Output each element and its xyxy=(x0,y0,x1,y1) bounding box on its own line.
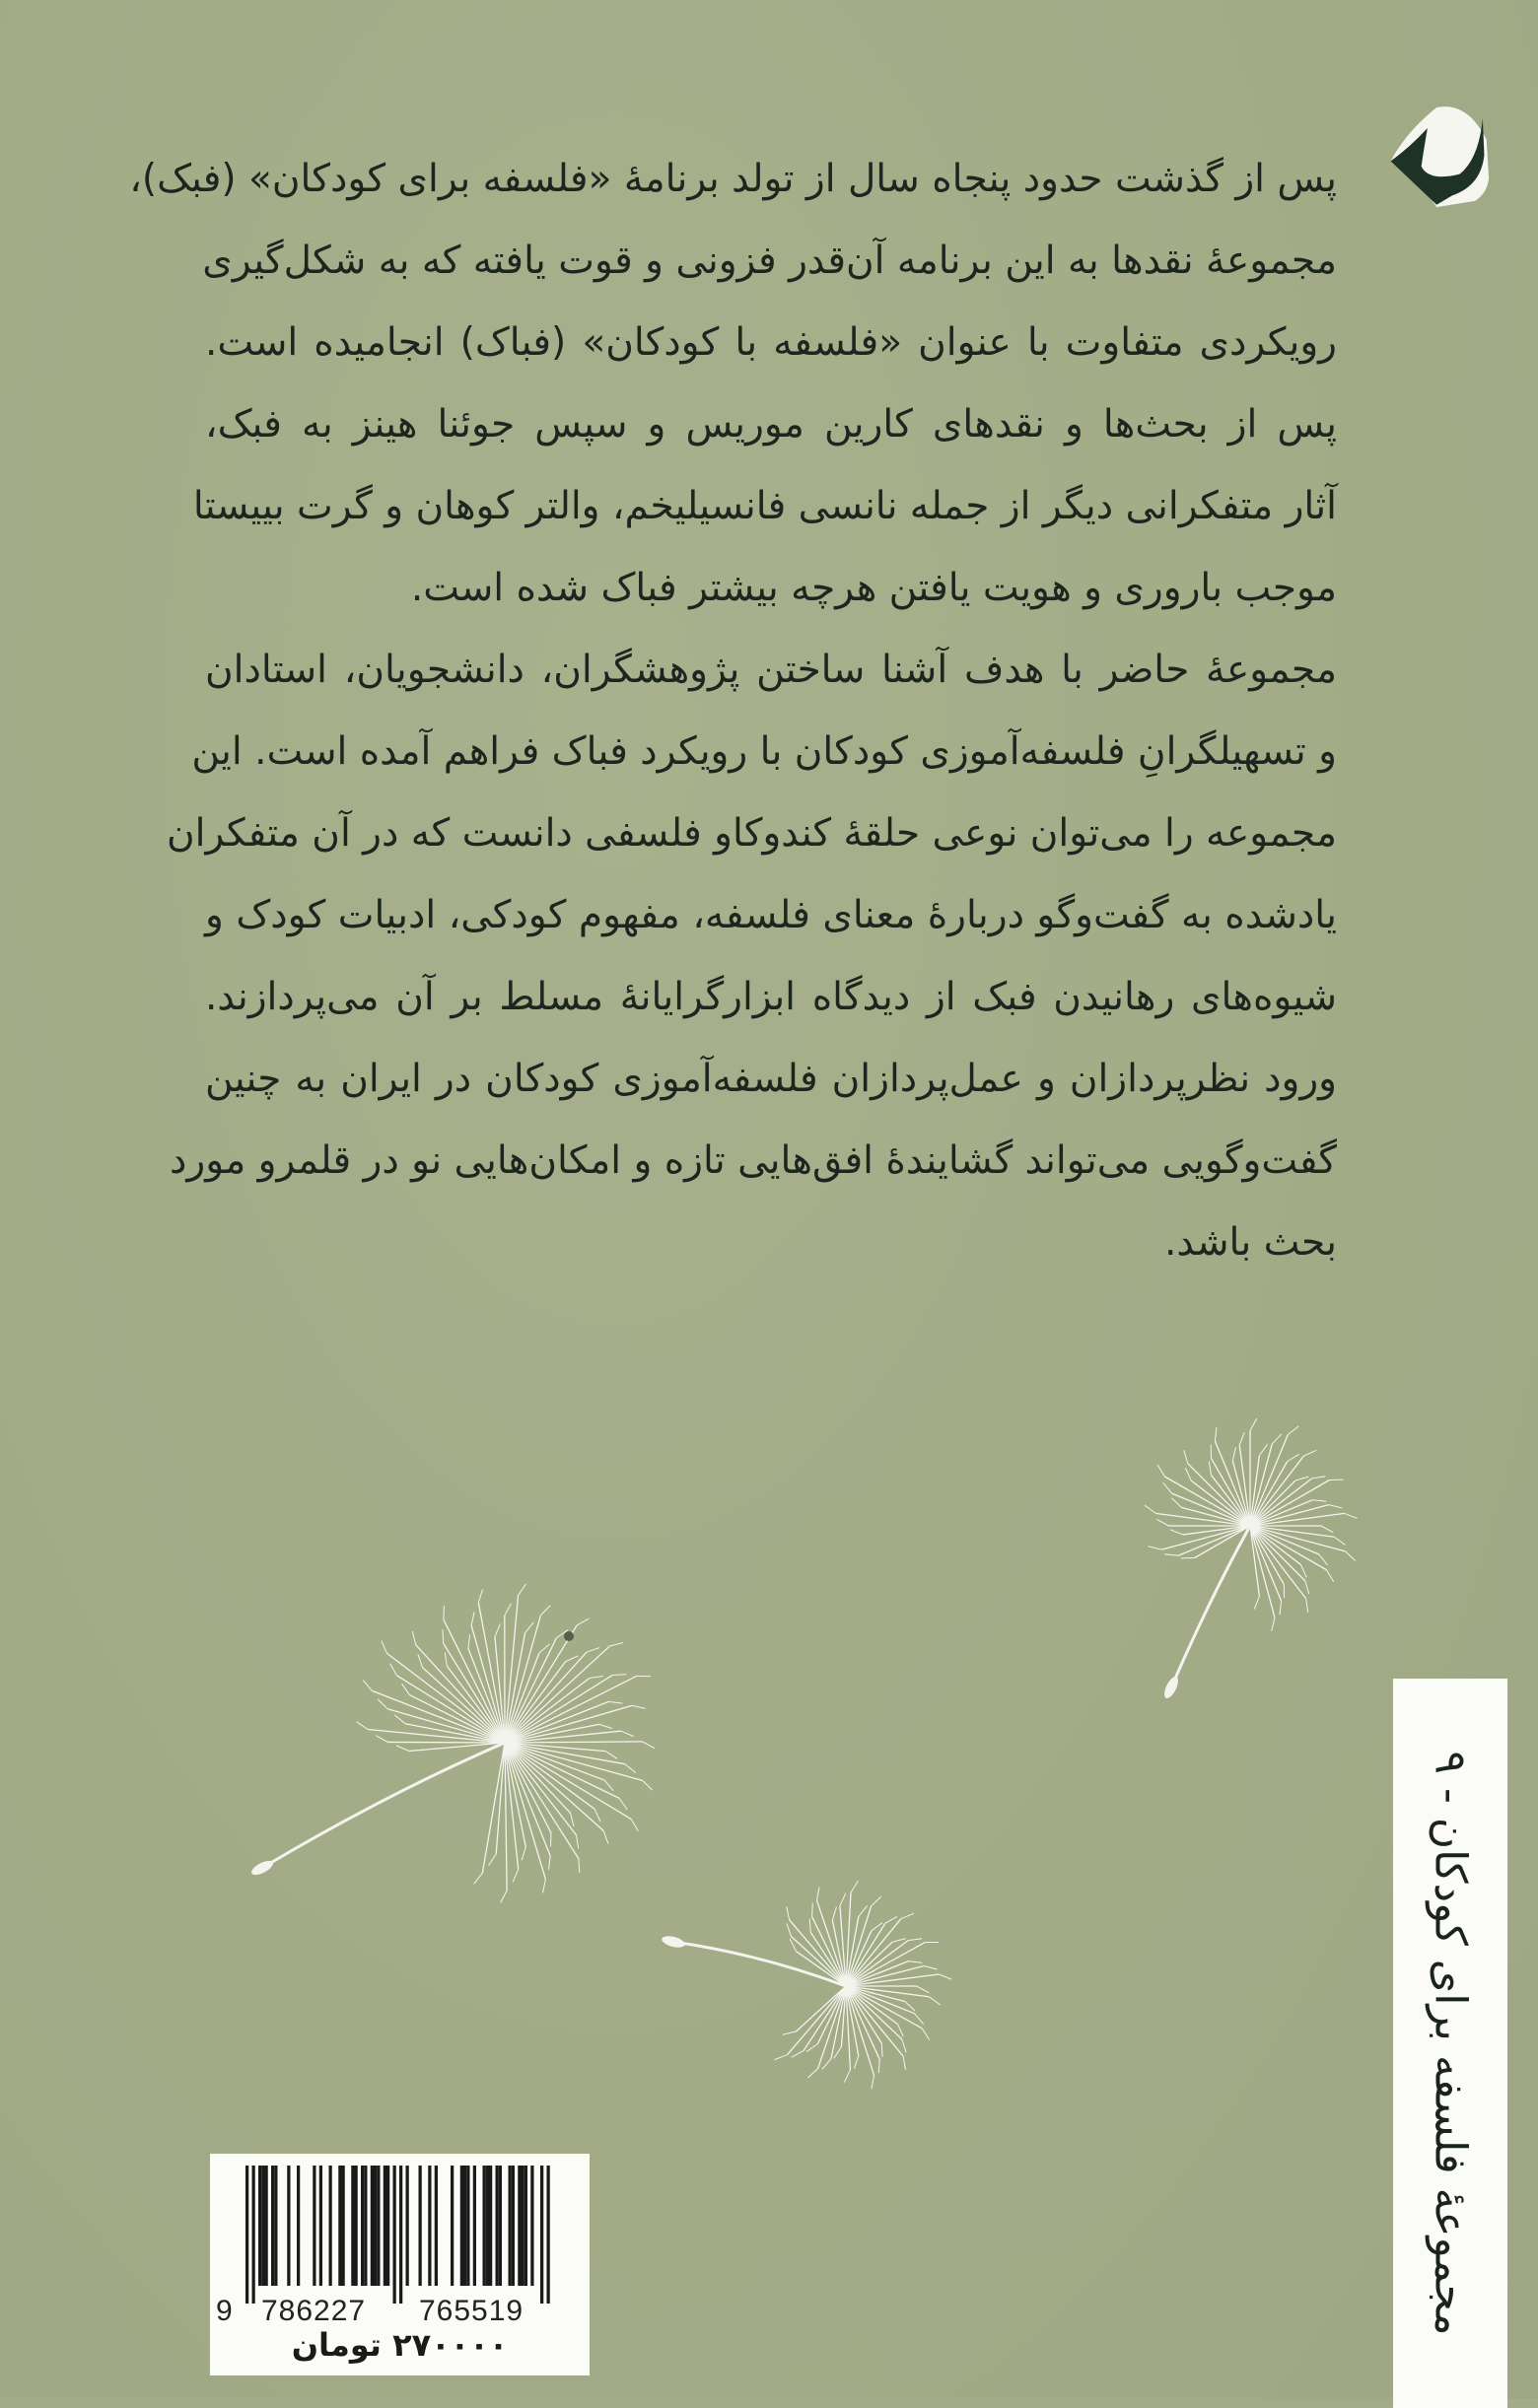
series-label xyxy=(1393,1679,1507,2408)
barcode-bar xyxy=(524,2166,527,2286)
dandelion-seed-icon xyxy=(661,1881,951,2089)
price: ۲۷۰۰۰۰ تومان xyxy=(210,2326,590,2364)
barcode-bar xyxy=(265,2166,268,2286)
barcode-bar xyxy=(274,2166,277,2286)
series-title: مجموعهٔ فلسفه برای کودکان - ۹ xyxy=(1426,1698,1476,2388)
barcode-first-digit: 9 xyxy=(216,2295,234,2328)
barcode-bar xyxy=(406,2166,409,2286)
barcode-bar xyxy=(361,2166,364,2286)
blurb-line: شیوه‌های رهانیدن فبک از دیدگاه ابزارگرایانهٔ مسلط بر آن می‌پردازند. xyxy=(205,956,1337,1038)
barcode-bar xyxy=(329,2166,332,2286)
blurb-line: ورود نظرپردازان و عمل‌پردازان فلسفه‌آموزی کودکان در ایران به چنین xyxy=(205,1038,1337,1120)
barcode-bar xyxy=(313,2166,315,2286)
blurb-line: مجموعهٔ حاضر با هدف آشنا ساختن پژوهشگران، دانشجویان، استادان xyxy=(205,629,1337,711)
barcode-bar xyxy=(530,2166,533,2286)
barcode-bar xyxy=(518,2166,521,2286)
barcode-bar xyxy=(351,2166,354,2286)
barcode-bar xyxy=(252,2166,255,2304)
barcode-right-digits: 765519 xyxy=(419,2295,524,2328)
barcode-icon xyxy=(210,2154,590,2311)
barcode-bar xyxy=(393,2166,396,2304)
blurb-line: پس از گذشت حدود پنجاه سال از تولد برنامهٔ «فلسفه برای کودکان» (فبک)، xyxy=(205,138,1337,220)
barcode-bar xyxy=(399,2166,402,2304)
blurb-line: مجموعه را می‌توان نوعی حلقهٔ کندوکاو فلسفی دانست که در آن متفکران xyxy=(205,792,1337,874)
blurb-line: یادشده به گفت‌وگو دربارهٔ معنای فلسفه، مفهوم کودکی، ادبیات کودک و xyxy=(205,874,1337,956)
barcode-bar xyxy=(287,2166,290,2286)
barcode-bar xyxy=(374,2166,377,2286)
blurb-line: رویکردی متفاوت با عنوان «فلسفه با کودکان» (فباک) انجامیده است. xyxy=(205,302,1337,383)
barcode-bar xyxy=(463,2166,466,2286)
blurb-line: آثار متفکرانی دیگر از جمله نانسی فانسیلیخم، والتر کوهان و گرت بییستا xyxy=(205,465,1337,547)
dandelion-seed-icon xyxy=(1145,1418,1358,1700)
barcode-bar xyxy=(509,2166,512,2286)
barcode-bar xyxy=(460,2166,463,2286)
barcode-bar xyxy=(297,2166,300,2286)
barcode-bar xyxy=(258,2166,261,2286)
barcode-bar xyxy=(384,2166,386,2286)
barcode-bar xyxy=(364,2166,367,2286)
blurb-line: و تسهیلگرانِ فلسفه‌آموزی کودکان با رویکرد فباک فراهم آمده است. این xyxy=(205,711,1337,792)
barcode-bar xyxy=(522,2166,524,2286)
barcode-bar xyxy=(547,2166,550,2304)
blurb-line: پس از بحث‌ها و نقدهای کارین موریس و سپس جوئنا هینز به فبک، xyxy=(205,383,1337,465)
barcode-bar xyxy=(342,2166,345,2286)
barcode-bar xyxy=(245,2166,248,2304)
barcode-bar xyxy=(419,2166,422,2286)
barcode-bar xyxy=(377,2166,380,2286)
barcode-bar xyxy=(496,2166,499,2286)
barcode-bar xyxy=(512,2166,515,2286)
barcode-bar xyxy=(428,2166,431,2286)
barcode-bar xyxy=(466,2166,469,2286)
barcode-bar xyxy=(271,2166,274,2286)
barcode-bar xyxy=(540,2166,543,2304)
speck xyxy=(564,1631,574,1641)
barcode-bar xyxy=(319,2166,322,2286)
blurb-line: گفت‌وگویی می‌تواند گشایندهٔ افق‌هایی تازه و امکان‌هایی نو در قلمرو مورد xyxy=(205,1120,1337,1202)
blurb-line: مجموعهٔ نقدها به این برنامه آن‌قدر فزونی و قوت یافته که به شکل‌گیری xyxy=(205,220,1337,302)
barcode-bar xyxy=(483,2166,486,2286)
blurb-line: بحث باشد. xyxy=(205,1202,1337,1283)
barcode-bar xyxy=(499,2166,502,2286)
barcode-bar xyxy=(435,2166,438,2286)
barcode-bar xyxy=(386,2166,389,2286)
barcode-bar xyxy=(371,2166,374,2286)
barcode-bar xyxy=(473,2166,476,2286)
barcode-label xyxy=(210,2154,590,2375)
barcode-left-digits: 786227 xyxy=(261,2295,366,2328)
blurb-line: موجب باروری و هویت یافتن هرچه بیشتر فباک شده است. xyxy=(205,547,1337,629)
barcode-bar xyxy=(486,2166,489,2286)
barcode-bar xyxy=(338,2166,341,2286)
barcode-bar xyxy=(355,2166,358,2286)
barcode-bar xyxy=(451,2166,454,2286)
barcode-bar xyxy=(489,2166,492,2286)
barcode-bar xyxy=(261,2166,264,2286)
dandelion-seed-icon xyxy=(249,1584,655,1902)
